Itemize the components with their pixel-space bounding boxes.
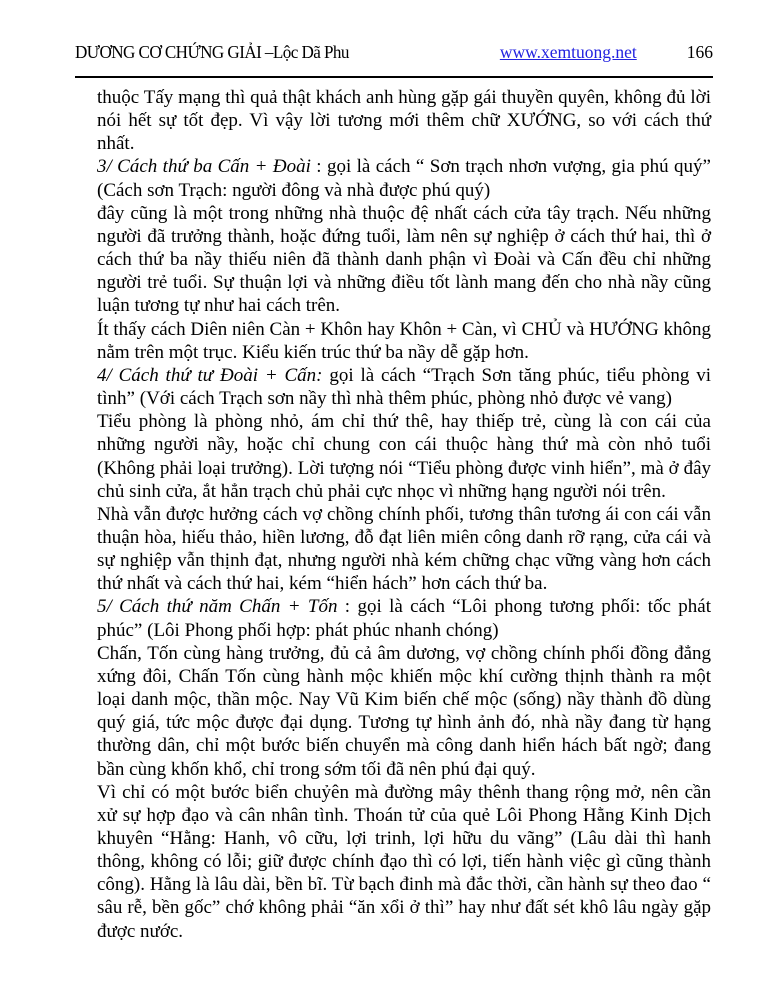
paragraph [97,503,711,596]
paragraph-text: đây cũng là một trong những nhà thuộc đệ nhất cách cửa tây trạch. Nếu những người đã trưởng thành, hoặc đứng tuổi, làm nên sự nghiệp ở cách thứ hai, thì ở cách thứ ba nầy thiếu niên đã thành danh phận vì Đoài và Cấn đều chỉ những người trẻ tuổi. Sự thuận lợi và những điều tốt lành mang đến cho nhà nầy cũng luận tương tự như hai cách trên. [97,202,711,317]
paragraph [97,364,711,410]
paragraph [97,318,711,364]
document-title: DƯƠNG CƠ CHỨNG GIẢI –Lộc Dã Phu [75,42,349,62]
paragraph-text: Chấn, Tốn cùng hàng trưởng, đủ cả âm dương, vợ chồng chính phối đồng đẳng xứng đôi, Chấn Tốn cùng hành mộc khiến mộc khí cường thịnh thành ra một loại danh mộc, thần mộc. Nay Vũ Kim biến chế mộc (sống) nầy thành đồ dùng quý giá, tức mộc được đại dụng. Tương tự hình ảnh đó, nhà nầy đang từ hạng thường dân, chỉ một bước biến chuyển mà công danh hiển hách bất ngờ; đang bần cùng khốn khổ, chỉ trong sớm tối đã nên phú đại quý. [97,642,711,780]
paragraph-text: Ít thấy cách Diên niên Càn + Khôn hay Khôn + Càn, vì CHỦ và HƯỚNG không nằm trên một trục. Kiểu kiến trúc thứ ba nầy dễ gặp hơn. [97,318,711,363]
paragraph-text: gọi là cách “Trạch Sơn tăng phúc, tiểu phòng vi tình” (Với cách Trạch sơn nầy thì nhà thêm phúc, phòng nhỏ được vẻ vang) [97,364,711,410]
page-number: 166 [686,42,713,62]
body-text [97,86,711,943]
paragraph-text: thuộc Tấy mạng thì quả thật khách anh hùng gặp gái thuyền quyên, không đủ lời nói hết sự tốt đẹp. Vì vậy lời tương mới thêm chữ XƯỚNG, so với cách thứ nhất. [97,87,711,155]
paragraph [97,410,711,503]
paragraph-text: Nhà vẫn được hưởng cách vợ chồng chính phối, tương thân tương ái con cái vẫn thuận hòa, hiếu thảo, hiền lương, đỗ đạt liên miên công danh rỡ rạng, cửa cái và sự nghiệp vẫn thịnh đạt, nhưng người nhà kém chững chạc vững vàng hơn cách thứ nhất và cách thứ hai, kém “hiển hách” hơn cách thứ ba. [97,503,711,595]
paragraph-text: : gọi là cách “ Sơn trạch nhơn vượng, gia phú quý” (Cách sơn Trạch: người đông và nhà được phú quý) [97,156,711,201]
paragraph [97,86,711,155]
paragraph-text: Vì chỉ có một bước biển chuỷên mà đường mây thênh thang rộng mở, nên cần xử sự hợp đạo và cân nhân tình. Thoán tử của quẻ Lôi Phong Hằng Kinh Dịch khuyên “Hằng: Hanh, vô cữu, lợi trinh, lợi hữu du vãng” (Lâu dài thì hanh thông, không có lỗi; giữ được chính đạo thì có lợi, tiến hành việc gì cũng thành công). Hằng là lâu dài, bền bĩ. Từ bạch đinh mà đắc thời, cần hành sự theo đao “ sâu rễ, bền gốc” chớ không phải “ăn xổi ở thì” hay như đất sét khô lâu ngày gặp được nước. [97,781,711,942]
paragraph-lead-italic: 3/ Cách thứ ba Cấn + Đoài [97,156,311,178]
paragraph [97,595,711,641]
paragraph [97,155,711,201]
paragraph-lead-italic: 4/ Cách thứ tư Đoài + Cấn: [97,364,323,386]
website-link[interactable]: www.xemtuong.net [499,42,637,62]
paragraph-text: : gọi là cách “Lôi phong tương phối: tốc phát phúc” (Lôi Phong phối hợp: phát phúc nhanh chóng) [97,596,711,641]
page-header [75,42,713,63]
header-divider [75,76,713,78]
paragraph [97,642,711,781]
paragraph-lead-italic: 5/ Cách thứ năm Chấn + Tốn [97,596,338,618]
paragraph-text: Tiểu phòng là phòng nhỏ, ám chỉ thứ thê, hay thiếp trẻ, cùng là con cái của những người nầy, hoặc chỉ chung con cái thuộc hàng thứ mà còn nhỏ tuổi (Không phải loại trưởng). Lời tượng nói “Tiểu phòng được vinh hiển”, mà ở đây chủ sinh cửa, ắt hẳn trạch chủ phải cực nhọc vì những hạng người nói trên. [97,411,711,502]
paragraph [97,781,711,943]
paragraph [97,202,711,318]
